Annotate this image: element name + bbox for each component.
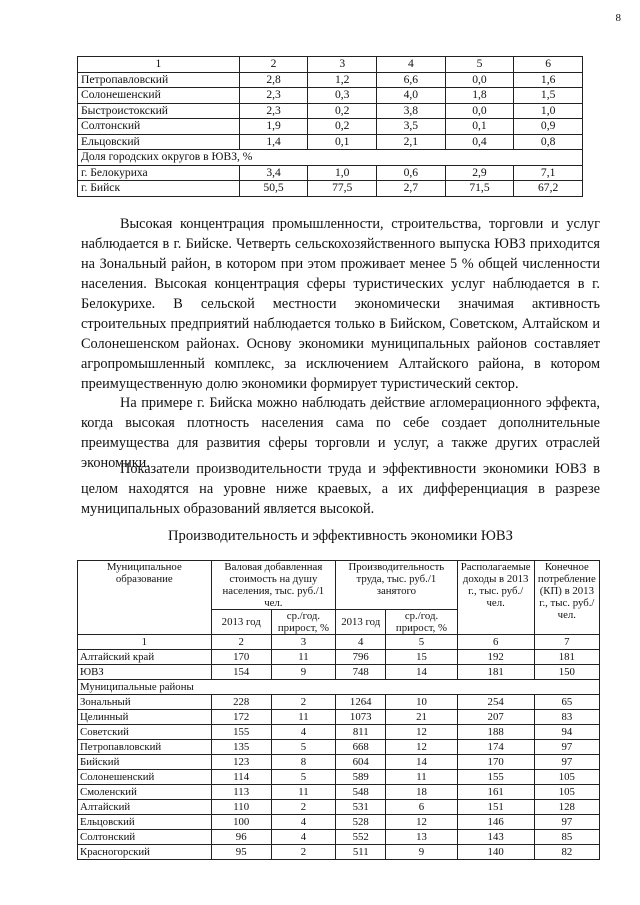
- table-cell: 2,7: [377, 181, 446, 197]
- table-cell: 11: [271, 785, 335, 800]
- table-cell: 1,0: [514, 103, 583, 119]
- row-label: Солтонский: [78, 119, 240, 135]
- table-cell: 2: [271, 695, 335, 710]
- paragraph-agglomeration: На примере г. Бийска можно наблюдать действие агломерационного эффекта, когда высокая плотность населения сама по себе создает дополнительные преимущества для развития сферы торговли и услуг, а также других отраслей экономики.: [81, 395, 600, 471]
- table-cell: 97: [534, 755, 599, 770]
- table-cell: 2,8: [239, 72, 308, 88]
- table-cell: 71,5: [445, 181, 514, 197]
- header-income: Располагаемые доходы в 2013 г., тыс. руб./чел.: [457, 561, 534, 635]
- column-number: 6: [457, 635, 534, 650]
- table-cell: 3,4: [239, 165, 308, 181]
- column-number-row: [78, 57, 583, 73]
- table-row: [78, 755, 600, 770]
- column-number: 1: [78, 635, 212, 650]
- row-label: Петропавловский: [78, 740, 212, 755]
- header-municipality: Муниципальное образование: [78, 561, 212, 635]
- table-cell: 188: [457, 725, 534, 740]
- table-cell: 228: [211, 695, 271, 710]
- row-label: Петропавловский: [78, 72, 240, 88]
- table-row: [78, 815, 600, 830]
- table-row: [78, 165, 583, 181]
- table-cell: 15: [386, 650, 457, 665]
- row-label: Ельцовский: [78, 134, 240, 150]
- table-cell: 97: [534, 740, 599, 755]
- table-cell: 12: [386, 740, 457, 755]
- table-cell: 528: [336, 815, 386, 830]
- row-label: Бийский: [78, 755, 212, 770]
- table-cell: 2,1: [377, 134, 446, 150]
- row-label: Советский: [78, 725, 212, 740]
- table-cell: 67,2: [514, 181, 583, 197]
- table-cell: 96: [211, 830, 271, 845]
- column-number: 1: [78, 57, 240, 73]
- table-cell: 13: [386, 830, 457, 845]
- table-cell: 21: [386, 710, 457, 725]
- header-growth-gva: ср./год. прирост, %: [271, 610, 335, 635]
- table-cell: 511: [336, 845, 386, 860]
- table-cell: 1,0: [308, 165, 377, 181]
- table-cell: 95: [211, 845, 271, 860]
- column-number: 2: [239, 57, 308, 73]
- table-row: [78, 119, 583, 135]
- table-cell: 85: [534, 830, 599, 845]
- table-cell: 1,6: [514, 72, 583, 88]
- row-label: Красногорский: [78, 845, 212, 860]
- table-cell: 110: [211, 800, 271, 815]
- table-cell: 0,6: [377, 165, 446, 181]
- table-cell: 97: [534, 815, 599, 830]
- table-cell: 8: [271, 755, 335, 770]
- table-cell: 105: [534, 785, 599, 800]
- row-label: г. Бийск: [78, 181, 240, 197]
- table-cell: 105: [534, 770, 599, 785]
- table-cell: 4,0: [377, 88, 446, 104]
- table-row: [78, 134, 583, 150]
- table-cell: 18: [386, 785, 457, 800]
- header-year-productivity: 2013 год: [336, 610, 386, 635]
- column-number: 6: [514, 57, 583, 73]
- table-cell: 0,4: [445, 134, 514, 150]
- table-cell: 192: [457, 650, 534, 665]
- table-cell: 123: [211, 755, 271, 770]
- table-cell: 150: [534, 665, 599, 680]
- table-cell: 0,8: [514, 134, 583, 150]
- paragraph-concentration: Высокая концентрация промышленности, строительства, торговли и услуг наблюдается в г. Бийске. Четверть сельскохозяйственного выпуска ЮВЗ приходится на Зональный район, в котором при этом проживает менее 5 % общей численности населения. Высокая концентрация сферы туристических услуг наблюдается в г. Белокурихе. В сельской местности экономически значимая активность строительных предприятий наблюдается только в Бийском, Советском, Алтайском и Солонешенском районах. Основу экономики муниципальных районов составляет агропромышленный комплекс, за исключением Алтайского района, в котором преимущественную долю экономики формирует туристический сектор.: [81, 216, 600, 392]
- table-cell: 552: [336, 830, 386, 845]
- table-cell: 4: [271, 830, 335, 845]
- table-row: [78, 181, 583, 197]
- table-cell: 0,9: [514, 119, 583, 135]
- table-cell: 9: [386, 845, 457, 860]
- row-label: Солонешенский: [78, 88, 240, 104]
- table-cell: 6: [386, 800, 457, 815]
- row-label: Быстроистокский: [78, 103, 240, 119]
- table-cell: 2,3: [239, 88, 308, 104]
- table-cell: 1264: [336, 695, 386, 710]
- row-label: Алтайский край: [78, 650, 212, 665]
- table-cell: 811: [336, 725, 386, 740]
- table-cell: 12: [386, 725, 457, 740]
- table-cell: 0,2: [308, 103, 377, 119]
- table-cell: 1,5: [514, 88, 583, 104]
- header-growth-productivity: ср./год. прирост, %: [386, 610, 457, 635]
- table-row: [78, 740, 600, 755]
- column-number: 4: [377, 57, 446, 73]
- header-year-gva: 2013 год: [211, 610, 271, 635]
- column-number: 7: [534, 635, 599, 650]
- table-cell: 4: [271, 725, 335, 740]
- table-cell: 12: [386, 815, 457, 830]
- table-cell: 181: [457, 665, 534, 680]
- table-cell: 0,1: [445, 119, 514, 135]
- table-cell: 1,4: [239, 134, 308, 150]
- table-cell: 65: [534, 695, 599, 710]
- column-number: 5: [386, 635, 457, 650]
- row-label: Зональный: [78, 695, 212, 710]
- table-caption: Производительность и эффективность экономики ЮВЗ: [168, 528, 513, 544]
- table-cell: 796: [336, 650, 386, 665]
- table-cell: 3,5: [377, 119, 446, 135]
- table-cell: 82: [534, 845, 599, 860]
- table-cell: 5: [271, 770, 335, 785]
- section-label: Муниципальные районы: [78, 680, 600, 695]
- row-label: Целинный: [78, 710, 212, 725]
- table-row: [78, 770, 600, 785]
- page-number: 8: [615, 12, 621, 24]
- table-cell: 5: [271, 740, 335, 755]
- table-row: [78, 710, 600, 725]
- table-cell: 155: [211, 725, 271, 740]
- table-cell: 170: [211, 650, 271, 665]
- table-row: [78, 800, 600, 815]
- header-productivity: Производительность труда, тыс. руб./1 занятого: [336, 561, 458, 610]
- row-label: Солтонский: [78, 830, 212, 845]
- table-cell: 1,8: [445, 88, 514, 104]
- column-number: 3: [308, 57, 377, 73]
- table-cell: 11: [386, 770, 457, 785]
- table-cell: 161: [457, 785, 534, 800]
- table-cell: 181: [534, 650, 599, 665]
- table-cell: 1,9: [239, 119, 308, 135]
- section-label: Доля городских округов в ЮВЗ, %: [78, 150, 583, 166]
- table-cell: 172: [211, 710, 271, 725]
- row-label: Алтайский: [78, 800, 212, 815]
- section-row: [78, 680, 600, 695]
- table-cell: 207: [457, 710, 534, 725]
- table-cell: 589: [336, 770, 386, 785]
- table-cell: 113: [211, 785, 271, 800]
- table-cell: 11: [271, 710, 335, 725]
- table-cell: 83: [534, 710, 599, 725]
- table-cell: 0,0: [445, 103, 514, 119]
- table-cell: 14: [386, 665, 457, 680]
- table-cell: 9: [271, 665, 335, 680]
- table-cell: 254: [457, 695, 534, 710]
- table-cell: 114: [211, 770, 271, 785]
- table-cell: 1,2: [308, 72, 377, 88]
- column-number: 3: [271, 635, 335, 650]
- regional-share-table: [77, 56, 583, 197]
- table-cell: 94: [534, 725, 599, 740]
- table-cell: 2: [271, 845, 335, 860]
- table-cell: 668: [336, 740, 386, 755]
- table-cell: 135: [211, 740, 271, 755]
- table-cell: 151: [457, 800, 534, 815]
- table-row: [78, 103, 583, 119]
- table-row: [78, 830, 600, 845]
- row-label: Ельцовский: [78, 815, 212, 830]
- table-cell: 155: [457, 770, 534, 785]
- table-cell: 548: [336, 785, 386, 800]
- table-cell: 0,2: [308, 119, 377, 135]
- table-cell: 531: [336, 800, 386, 815]
- table-cell: 174: [457, 740, 534, 755]
- table-cell: 143: [457, 830, 534, 845]
- column-number: 5: [445, 57, 514, 73]
- table-cell: 0,0: [445, 72, 514, 88]
- table-row: [78, 845, 600, 860]
- table-row: [78, 725, 600, 740]
- table-row: [78, 695, 600, 710]
- table-cell: 1073: [336, 710, 386, 725]
- table-cell: 748: [336, 665, 386, 680]
- table-cell: 0,3: [308, 88, 377, 104]
- row-label: г. Белокуриха: [78, 165, 240, 181]
- table-cell: 2: [271, 800, 335, 815]
- header-gva: Валовая добавленная стоимость на душу населения, тыс. руб./1 чел.: [211, 561, 336, 610]
- table-cell: 3,8: [377, 103, 446, 119]
- header-consumption: Конечное потребление (КП) в 2013 г., тыс. руб./чел.: [534, 561, 599, 635]
- row-label: Солонешенский: [78, 770, 212, 785]
- table-cell: 77,5: [308, 181, 377, 197]
- table-cell: 100: [211, 815, 271, 830]
- table-cell: 140: [457, 845, 534, 860]
- row-label: ЮВЗ: [78, 665, 212, 680]
- table-cell: 154: [211, 665, 271, 680]
- productivity-table: [77, 560, 600, 860]
- table-row: [78, 665, 600, 680]
- column-number: 2: [211, 635, 271, 650]
- table-row: [78, 72, 583, 88]
- table-cell: 4: [271, 815, 335, 830]
- table-row: [78, 785, 600, 800]
- table-cell: 7,1: [514, 165, 583, 181]
- table-cell: 2,3: [239, 103, 308, 119]
- table-cell: 128: [534, 800, 599, 815]
- table-row: [78, 650, 600, 665]
- table-cell: 6,6: [377, 72, 446, 88]
- table-cell: 14: [386, 755, 457, 770]
- table-cell: 0,1: [308, 134, 377, 150]
- column-number: 4: [336, 635, 386, 650]
- paragraph-productivity: Показатели производительности труда и эффективности экономики ЮВЗ в целом находятся на уровне ниже краевых, а их дифференциация в разрезе муниципальных образований является высокой.: [81, 461, 600, 517]
- table-cell: 11: [271, 650, 335, 665]
- table-cell: 170: [457, 755, 534, 770]
- section-row: [78, 150, 583, 166]
- table-cell: 2,9: [445, 165, 514, 181]
- table-cell: 50,5: [239, 181, 308, 197]
- column-number-row: [78, 635, 600, 650]
- row-label: Смоленский: [78, 785, 212, 800]
- table-cell: 10: [386, 695, 457, 710]
- table-row: [78, 88, 583, 104]
- table-cell: 604: [336, 755, 386, 770]
- table-cell: 146: [457, 815, 534, 830]
